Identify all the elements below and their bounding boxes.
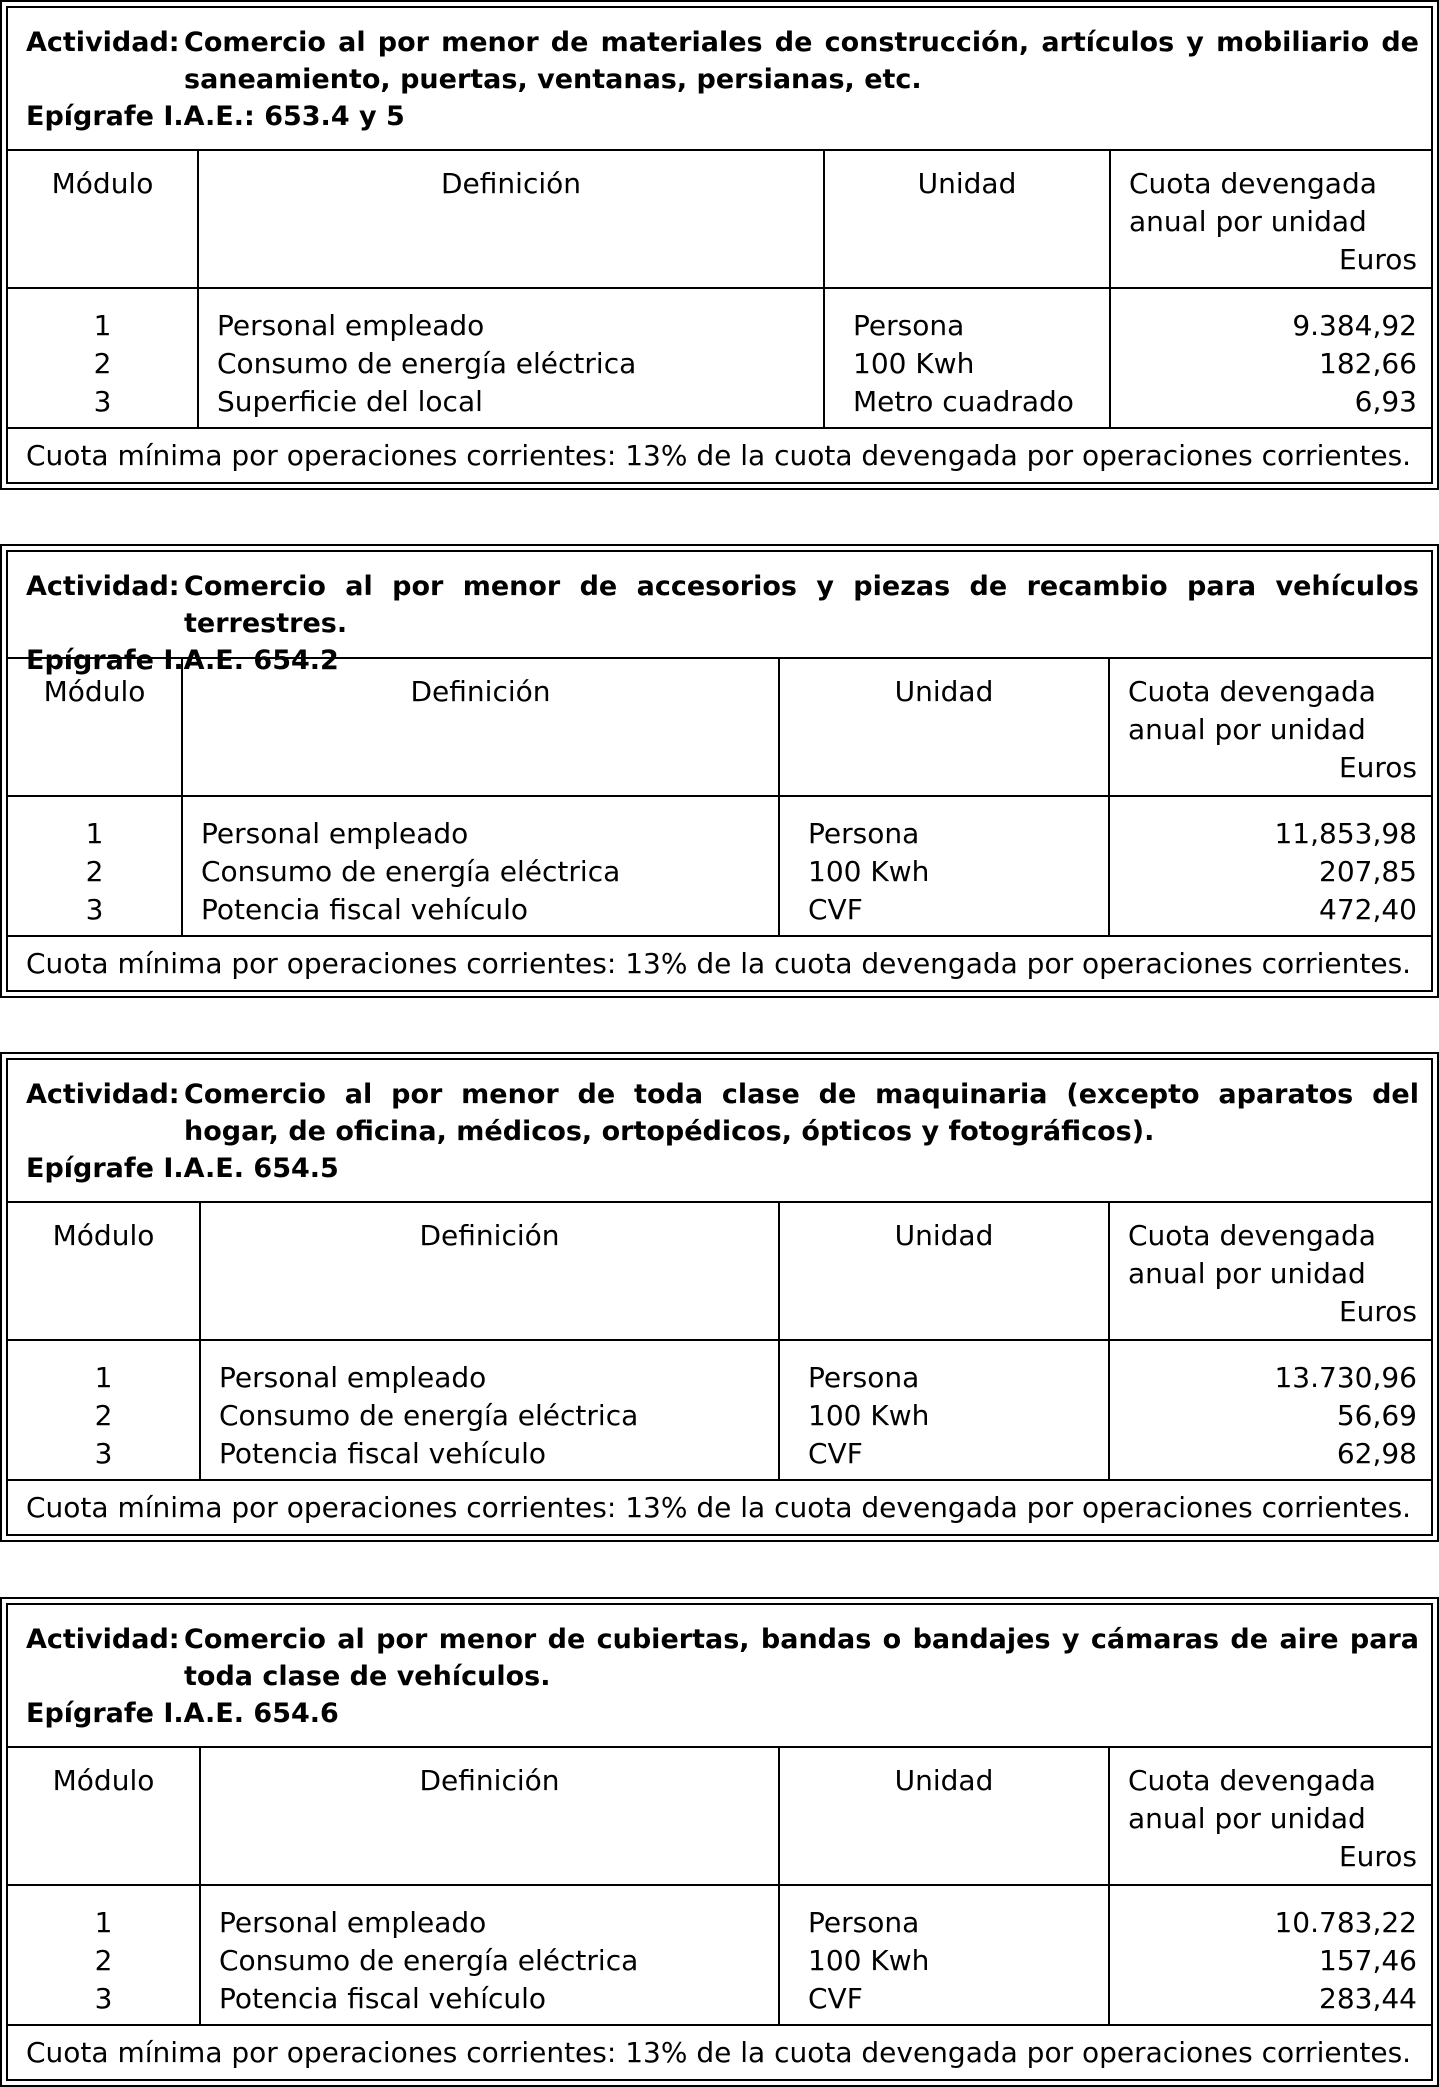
epigrafe: Epígrafe I.A.E. 654.6 (26, 1698, 339, 1729)
header-modulo: Módulo (8, 151, 199, 289)
modulo-value: 1 (94, 1361, 113, 1394)
header-definicion: Definición (201, 1748, 780, 1886)
cuota-column (1110, 1341, 1431, 1479)
unidad-column (825, 289, 1111, 427)
unidad-value: CVF (808, 893, 863, 926)
module-grid (8, 151, 1431, 429)
actividad-text: Comercio al por menor de materiales de construcción, artículos y mobiliario de saneamiento, puertas, ventanas, persianas, etc. (184, 27, 1419, 95)
actividad-label: Actividad: (26, 1624, 180, 1655)
definicion-value: Potencia fiscal vehículo (201, 893, 529, 926)
actividad-label: Actividad: (26, 27, 180, 58)
cuota-line-1: Cuota devengada (1129, 167, 1377, 200)
cuota-line-3: Euros (1338, 243, 1417, 276)
cuota-column (1110, 797, 1431, 935)
unidad-column (780, 797, 1110, 935)
cuota-value: 56,69 (1336, 1399, 1417, 1432)
unidad-value: Persona (853, 309, 965, 342)
cuota-column (1110, 1886, 1431, 2024)
cuota-line-1: Cuota devengada (1128, 675, 1376, 708)
modulo-value: 1 (85, 817, 104, 850)
actividad-text: Comercio al por menor de toda clase de maquinaria (excepto aparatos del hogar, de oficina, médicos, ortopédicos, ópticos y fotográficos). (184, 1079, 1419, 1147)
header-unidad: Unidad (825, 151, 1111, 289)
cuota-value: 6,93 (1354, 385, 1417, 418)
header-definicion: Definición (199, 151, 825, 289)
definicion-value: Consumo de energía eléctrica (217, 347, 637, 380)
cuota-line-2: anual por unidad (1128, 1802, 1366, 1835)
table-footer: Cuota mínima por operaciones corrientes: 13% de la cuota devengada por operaciones corrientes. (26, 2035, 1412, 2069)
header-unidad: Unidad (780, 659, 1110, 797)
epigrafe: Epígrafe I.A.E. 654.5 (26, 1153, 339, 1184)
actividad-label: Actividad: (26, 1079, 180, 1110)
definicion-value: Superficie del local (217, 385, 483, 418)
header-definicion: Definición (183, 659, 780, 797)
header-definicion: Definición (201, 1203, 780, 1341)
unidad-value: 100 Kwh (808, 1399, 930, 1432)
cuota-column (1111, 289, 1431, 427)
cuota-value: 472,40 (1319, 893, 1417, 926)
header-modulo: Módulo (8, 1748, 201, 1886)
modulo-value: 2 (94, 1944, 113, 1977)
cuota-line-3: Euros (1338, 1295, 1417, 1328)
modulo-value: 3 (93, 385, 112, 418)
header-unidad: Unidad (780, 1203, 1110, 1341)
module-table (0, 1597, 1439, 2087)
header-cuota (1110, 1203, 1431, 1341)
unidad-value: Metro cuadrado (853, 385, 1074, 418)
cuota-line-1: Cuota devengada (1128, 1219, 1376, 1252)
table-header (8, 1060, 1431, 1203)
cuota-value: 182,66 (1319, 347, 1417, 380)
unidad-column (780, 1341, 1110, 1479)
modulo-value: 2 (93, 347, 112, 380)
table-header (8, 1605, 1431, 1748)
actividad-text: Comercio al por menor de accesorios y piezas de recambio para vehículos terrestres. (184, 571, 1419, 639)
definicion-value: Potencia fiscal vehículo (219, 1437, 547, 1470)
cuota-value: 11,853,98 (1274, 817, 1417, 850)
modulo-value: 3 (85, 893, 104, 926)
module-table (0, 544, 1439, 998)
definicion-value: Personal empleado (201, 817, 469, 850)
cuota-value: 13.730,96 (1274, 1361, 1417, 1394)
module-grid (8, 659, 1431, 937)
table-header (8, 552, 1431, 676)
unidad-value: 100 Kwh (808, 1944, 930, 1977)
epigrafe: Epígrafe I.A.E.: 653.4 y 5 (26, 101, 405, 132)
table-footer: Cuota mínima por operaciones corrientes: 13% de la cuota devengada por operaciones corrientes. (26, 946, 1412, 980)
cuota-value: 157,46 (1319, 1944, 1417, 1977)
definicion-value: Personal empleado (219, 1906, 487, 1939)
cuota-value: 10.783,22 (1274, 1906, 1417, 1939)
definicion-value: Personal empleado (219, 1361, 487, 1394)
cuota-line-3: Euros (1338, 1840, 1417, 1873)
header-modulo: Módulo (8, 659, 183, 797)
unidad-value: 100 Kwh (808, 855, 930, 888)
unidad-value: Persona (808, 1906, 920, 1939)
module-table (0, 1052, 1439, 1542)
modulo-column (8, 1341, 201, 1479)
cuota-value: 283,44 (1319, 1982, 1417, 2015)
definicion-value: Personal empleado (217, 309, 485, 342)
modulo-column (8, 289, 199, 427)
definicion-value: Consumo de energía eléctrica (219, 1944, 639, 1977)
definicion-value: Potencia fiscal vehículo (219, 1982, 547, 2015)
header-cuota (1110, 1748, 1431, 1886)
modulo-value: 3 (94, 1437, 113, 1470)
module-grid (8, 1748, 1431, 2026)
unidad-value: CVF (808, 1982, 863, 2015)
table-header (8, 8, 1431, 151)
modulo-value: 2 (85, 855, 104, 888)
modulo-column (8, 797, 183, 935)
cuota-line-3: Euros (1338, 751, 1417, 784)
cuota-line-2: anual por unidad (1128, 1257, 1366, 1290)
unidad-value: CVF (808, 1437, 863, 1470)
modulo-value: 3 (94, 1982, 113, 2015)
unidad-value: Persona (808, 1361, 920, 1394)
module-grid (8, 1203, 1431, 1481)
unidad-value: Persona (808, 817, 920, 850)
cuota-value: 207,85 (1319, 855, 1417, 888)
cuota-value: 9.384,92 (1292, 309, 1417, 342)
header-modulo: Módulo (8, 1203, 201, 1341)
definicion-value: Consumo de energía eléctrica (219, 1399, 639, 1432)
cuota-line-2: anual por unidad (1128, 713, 1366, 746)
cuota-value: 62,98 (1336, 1437, 1417, 1470)
epigrafe: Epígrafe I.A.E. 654.2 (26, 645, 339, 676)
actividad-text: Comercio al por menor de cubiertas, bandas o bandajes y cámaras de aire para toda clase de vehículos. (184, 1624, 1419, 1692)
definicion-column (183, 797, 780, 935)
unidad-value: 100 Kwh (853, 347, 975, 380)
definicion-column (201, 1886, 780, 2024)
cuota-line-2: anual por unidad (1129, 205, 1367, 238)
unidad-column (780, 1886, 1110, 2024)
table-footer: Cuota mínima por operaciones corrientes: 13% de la cuota devengada por operaciones corrientes. (26, 438, 1412, 472)
definicion-column (201, 1341, 780, 1479)
modulo-value: 1 (94, 1906, 113, 1939)
modulo-value: 1 (93, 309, 112, 342)
header-cuota (1111, 151, 1431, 289)
table-footer: Cuota mínima por operaciones corrientes: 13% de la cuota devengada por operaciones corrientes. (26, 1490, 1412, 1524)
actividad-label: Actividad: (26, 571, 180, 602)
definicion-column (199, 289, 825, 427)
definicion-value: Consumo de energía eléctrica (201, 855, 621, 888)
modulo-column (8, 1886, 201, 2024)
module-table (0, 0, 1439, 490)
modulo-value: 2 (94, 1399, 113, 1432)
header-unidad: Unidad (780, 1748, 1110, 1886)
header-cuota (1110, 659, 1431, 797)
cuota-line-1: Cuota devengada (1128, 1764, 1376, 1797)
